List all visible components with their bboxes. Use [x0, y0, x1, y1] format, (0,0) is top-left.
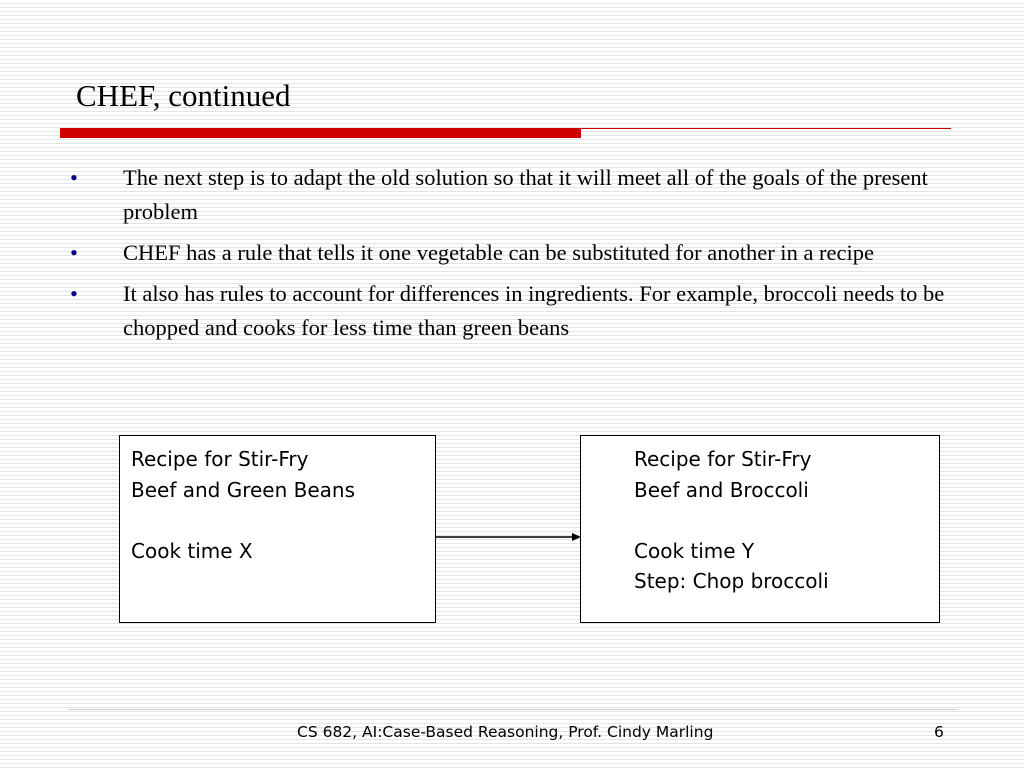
- new-recipe-line: Cook time Y: [634, 538, 755, 563]
- title-underline-thin: [581, 128, 951, 129]
- bullet-list: [60, 161, 960, 352]
- page-number: 6: [934, 723, 944, 741]
- old-recipe-box: [119, 435, 436, 623]
- new-recipe-line: [634, 505, 939, 536]
- adaptation-arrow: [436, 530, 582, 546]
- bullet-item: [60, 277, 960, 345]
- new-recipe-line: Recipe for Stir-Fry: [634, 447, 812, 471]
- old-recipe-line: [131, 505, 435, 536]
- old-recipe-line: Recipe for Stir-Fry: [131, 447, 309, 471]
- bullet-icon: •: [70, 281, 78, 306]
- footer-divider: [68, 709, 958, 710]
- slide-title: CHEF, continued: [76, 78, 291, 113]
- new-recipe-box: [580, 435, 940, 623]
- bullet-icon: •: [70, 165, 78, 190]
- bullet-text: It also has rules to account for differences in ingredients. For example, broccoli needs to be chopped and cooks for less time than green beans: [123, 281, 945, 340]
- bullet-item: [60, 236, 960, 270]
- bullet-text: The next step is to adapt the old solution so that it will meet all of the goals of the present problem: [123, 165, 928, 224]
- old-recipe-line: Cook time X: [131, 538, 253, 563]
- new-recipe-line: Step: Chop broccoli: [634, 569, 829, 593]
- bullet-item: [60, 161, 960, 229]
- title-underline-thick: [60, 128, 581, 138]
- footer-text: CS 682, AI:Case-Based Reasoning, Prof. Cindy Marling: [297, 723, 714, 741]
- new-recipe-line: Beef and Broccoli: [634, 477, 809, 502]
- old-recipe-line: Beef and Green Beans: [131, 477, 356, 502]
- bullet-icon: •: [70, 240, 78, 265]
- bullet-text: CHEF has a rule that tells it one vegetable can be substituted for another in a recipe: [123, 240, 875, 265]
